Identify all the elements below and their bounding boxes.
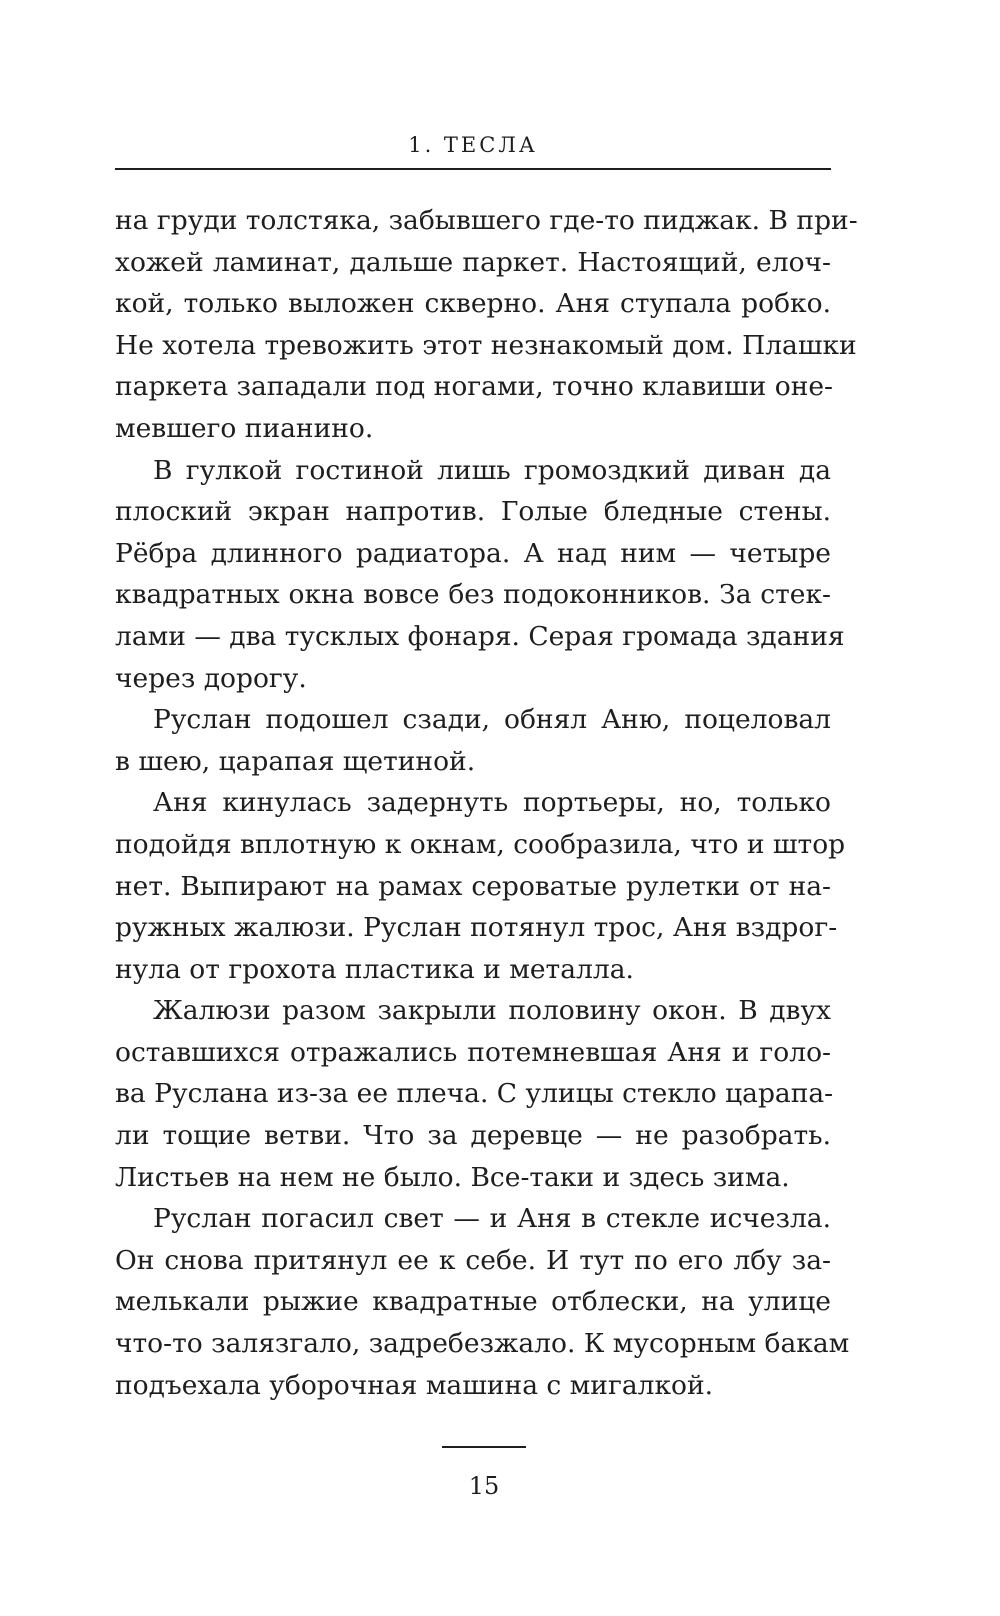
running-head: 1. ТЕСЛА — [408, 133, 538, 157]
text-line: паркета западали под ногами, точно клавиши оне- — [115, 371, 834, 403]
text-line: на груди толстяка, забывшего где-то пиджак. В при- — [115, 205, 858, 236]
text-line: подъехала уборочная машина с мигалкой. — [115, 1369, 714, 1401]
text-line: Листьев на нем не было. Все-таки и здесь зима. — [115, 1161, 790, 1193]
text-line: оставшихся отражались потемневшая Аня и голо- — [115, 1036, 831, 1068]
text-line: В гулкой гостиной лишь громоздкий диван да — [153, 454, 831, 486]
text-line: Руслан подошел сзади, обнял Аню, поцеловал — [153, 704, 831, 736]
text-line: Не хотела тревожить этот незнакомый дом. Плашки — [115, 329, 857, 361]
body-text — [115, 200, 858, 1406]
text-line: Руслан погасил свет — и Аня в стекле исчезла. — [153, 1203, 831, 1235]
text-line: через дорогу. — [115, 662, 307, 694]
page-number: 15 — [468, 1472, 500, 1500]
text-line: подойдя вплотную к окнам, сообразила, что и штор — [115, 828, 846, 860]
text-line: что-то залязгало, задребезжало. К мусорным бакам — [115, 1328, 850, 1360]
text-line: нет. Выпирают на рамах сероватые рулетки от на- — [115, 870, 831, 902]
text-line: Аня кинулась задернуть портьеры, но, только — [153, 787, 831, 819]
text-line: плоский экран напротив. Голые бледные стены. — [115, 496, 831, 528]
text-line: кой, только выложен скверно. Аня ступала робко. — [115, 288, 831, 320]
text-line: квадратных окна вовсе без подоконников. За стек- — [115, 579, 831, 611]
text-line: мелькали рыжие квадратные отблески, на улице — [115, 1286, 831, 1318]
text-line: мевшего пианино. — [115, 412, 374, 444]
text-line: Рёбра длинного радиатора. А над ним — четыре — [115, 537, 831, 569]
text-line: ва Руслана из-за ее плеча. С улицы стекло царапа- — [115, 1078, 834, 1110]
text-line: нула от грохота пластика и металла. — [115, 953, 634, 985]
text-line: хожей ламинат, дальше паркет. Настоящий, елоч- — [115, 246, 831, 278]
header-rule — [115, 168, 831, 170]
text-line: в шею, царапая щетиной. — [115, 745, 476, 777]
text-line: ружных жалюзи. Руслан потянул трос, Аня вздрог- — [115, 912, 838, 944]
text-line: лами — два тусклых фонаря. Серая громада здания — [115, 620, 845, 652]
text-line: Он снова притянул ее к себе. И тут по его лбу за- — [115, 1244, 831, 1276]
text-line: ли тощие ветви. Что за деревце — не разобрать. — [115, 1120, 831, 1152]
text-line: Жалюзи разом закрыли половину окон. В двух — [153, 995, 831, 1027]
footer-rule — [442, 1446, 526, 1448]
